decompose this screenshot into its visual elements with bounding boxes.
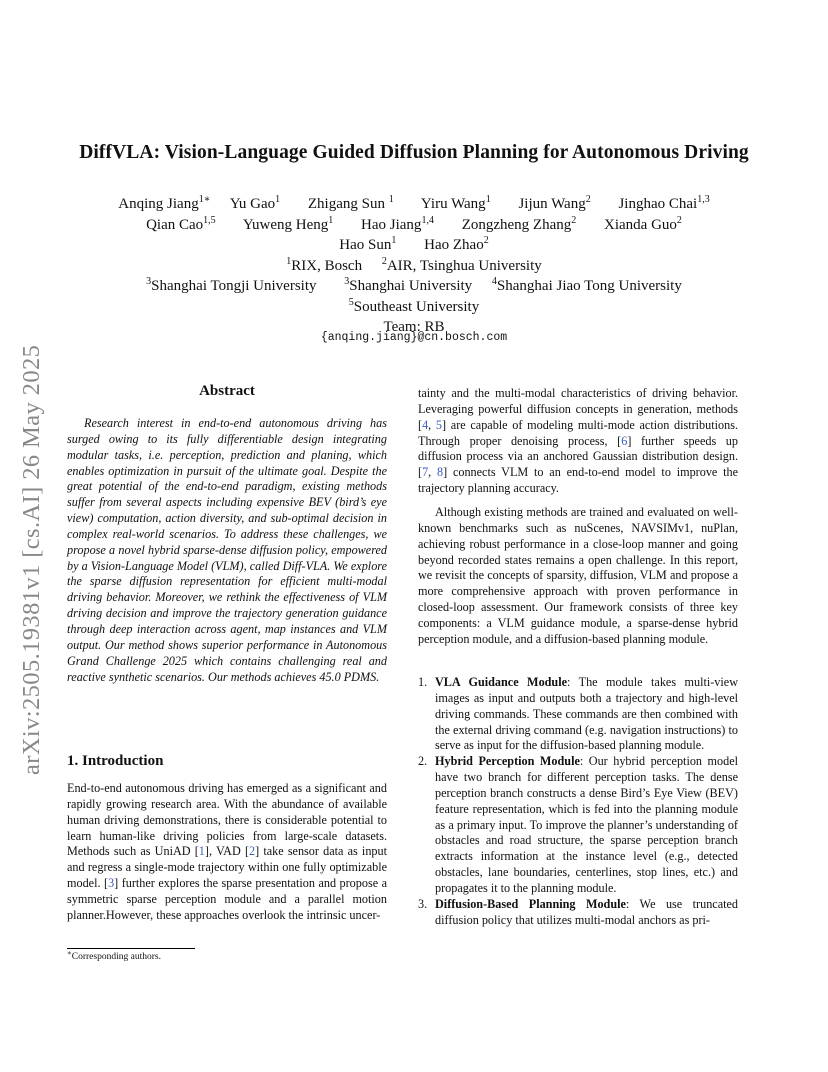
affiliation: $^2$AIR, Tsinghua University [381, 255, 542, 274]
abstract-heading: Abstract [199, 383, 255, 399]
citation-link[interactable]: 8 [437, 465, 444, 480]
author: Hao Jiang$^{1,4}$ [361, 214, 434, 233]
module-item-diffusion-planning: 3. Diffusion-Based Planning Module: We use truncated diffusion policy that utilizes multi-modal anchors as pri- [418, 896, 739, 927]
citation-link[interactable]: 7 [422, 465, 429, 480]
affiliation-line-3 [40, 297, 788, 318]
affiliation: $^3$Shanghai Tongji University [146, 276, 317, 294]
affiliation-line-2 [40, 276, 788, 297]
contact-email: {anqing.jiang}@cn.bosch.com [320, 331, 508, 344]
citation-link[interactable]: 2 [249, 844, 256, 859]
author: Anqing Jiang$^{1∗}$ [118, 194, 211, 212]
affiliation: $^4$Shanghai Jiao Tong University [491, 276, 682, 294]
author: Zongzheng Zhang$^2$ [461, 214, 577, 233]
author: Hao Sun$^1$ [339, 235, 397, 253]
arxiv-id: arXiv:2505.19381v1 [cs.AI] 26 May 2025 [18, 344, 45, 775]
author: Jijun Wang$^2$ [518, 194, 591, 212]
team-name: Team: RB [383, 319, 445, 335]
author-block [40, 194, 788, 338]
citation-link[interactable]: 3 [108, 876, 115, 891]
abstract-text: Research interest in end-to-end autonomous driving has surged owing to its fully differentiable design integrating modular tasks, i.e. perception, prediction and planing, which enables optimization in pursuit of the ultimate goal. Despite the great potential of the end-to-end paradigm, existing methods suffer from several aspects including expensive BEV (bird’s eye view) computation, action diversity, and sub-optimal decision in complex real-world scenarios. To address these challenges, we propose a novel hybrid sparse-dense diffusion policy, empowered by a Vision-Language Model (VLM), called Diff-VLA. We explore the sparse diffusion representation for efficient multi-modal driving behavior. Moreover, we rethink the effectiveness of VLM driving decision and improve the trajectory generation guidance through deep interaction across agent, map instances and VLM output. Our method shows superior performance in Autonomous Grand Challenge 2025 which contains challenging real and reactive synthetic scenarios. Our methods achieves 45.0 PDMS. [67, 416, 387, 684]
module-item-hybrid-perception: 2. Hybrid Perception Module: Our hybrid perception model have two branch for different perception tasks. The dense perception branch constructs a dense Bird’s Eye View (BEV) feature representation, which is fed into the planning module as a primary input. To improve the planner’s understanding of obstacles and road structure, the sparse perception branch extracts information at the instance level (e.g., detected obstacles, lane boundaries, centerlines, stop lines, etc.) and propagates it to the planning module. [418, 754, 738, 895]
affiliation-line-1 [40, 256, 788, 277]
author: Zhigang Sun $^1$ [307, 194, 394, 212]
intro-paragraph-2: Although existing methods are trained and evaluated on well-known benchmarks such as nuScenes, NAVSIMv1, nuPlan, achieving robust performance in a close-loop manner and going beyond recorded states remains a open challenge. In this report, we revisit the concepts of sparsity, diffusion, VLM and propose a more comprehensive approach with proven performance in closed-loop assessment. Our framework consists of three key components: a VLM guidance module, a sparse-dense hybrid perception module, and a diffusion-based planning module. [418, 505, 738, 646]
affiliation: $^1$RIX, Bosch [286, 255, 363, 274]
author: Yu Gao$^1$ [229, 194, 281, 212]
citation-link[interactable]: 5 [435, 417, 443, 432]
author-line-1 [40, 194, 788, 215]
affiliation: $^5$Southeast University [348, 296, 480, 315]
author: Hao Zhao$^2$ [424, 235, 489, 253]
author: Xianda Guo$^2$ [604, 214, 682, 233]
citation-link[interactable]: 4 [422, 417, 429, 432]
author: Yiru Wang$^1$ [420, 194, 491, 212]
module-list [418, 675, 738, 929]
citation-link[interactable]: 1 [198, 844, 205, 859]
author: Jinghao Chai$^{1,3}$ [618, 194, 710, 212]
author: Qian Cao$^{1,5}$ [146, 214, 216, 233]
author: Yuweng Heng$^1$ [242, 214, 334, 233]
paper-title: DiffVLA: Vision-Language Guided Diffusion Planning for Autonomous Driving [79, 142, 749, 163]
affiliation: $^3$Shanghai University [344, 276, 473, 294]
module-item-vla-guidance: 1. VLA Guidance Module: The module takes multi-view images as input and outputs both a trajectory and high-level driving commands. These commands are then combined with the external driving command (e.g. navigation instructions) to serve as input for the diffusion-based planning module. [418, 675, 738, 753]
arxiv-stamp [18, 300, 44, 775]
footnote-rule [67, 948, 195, 949]
intro-paragraph-1: End-to-end autonomous driving has emerged as a significant and rapidly growing research area. With the abundance of available human driving demonstrations, there is considerable potential to learn human-like driving policies from large-scale datasets. Methods such as UniAD [1], VAD [2] take sensor data as input and regress a single-mode trajectory within one fully optimizable model. [3] further explores the sparse presentation and propose a symmetric sparse perception module and a parallel motion planner.However, these approaches overlook the intrinsic uncer- [67, 781, 387, 922]
author-line-3 [40, 235, 788, 256]
footnote: ∗Corresponding authors. [67, 949, 161, 962]
author-line-2 [40, 215, 788, 236]
intro-paragraph-1-continued: tainty and the multi-modal characteristics of driving behavior. Leveraging powerful diffusion concepts in generation, methods [4, 5] are capable of modeling multi-mode action distributions. Through proper denoising process, [6] further speeds up diffusion process via an anchored Gaussian distribution design. [7, 8] connects VLM to an end-to-end model to improve the trajectory planning accuracy. [418, 386, 739, 496]
section-heading-introduction: 1. Introduction [67, 753, 164, 769]
citation-link[interactable]: 6 [621, 433, 628, 448]
